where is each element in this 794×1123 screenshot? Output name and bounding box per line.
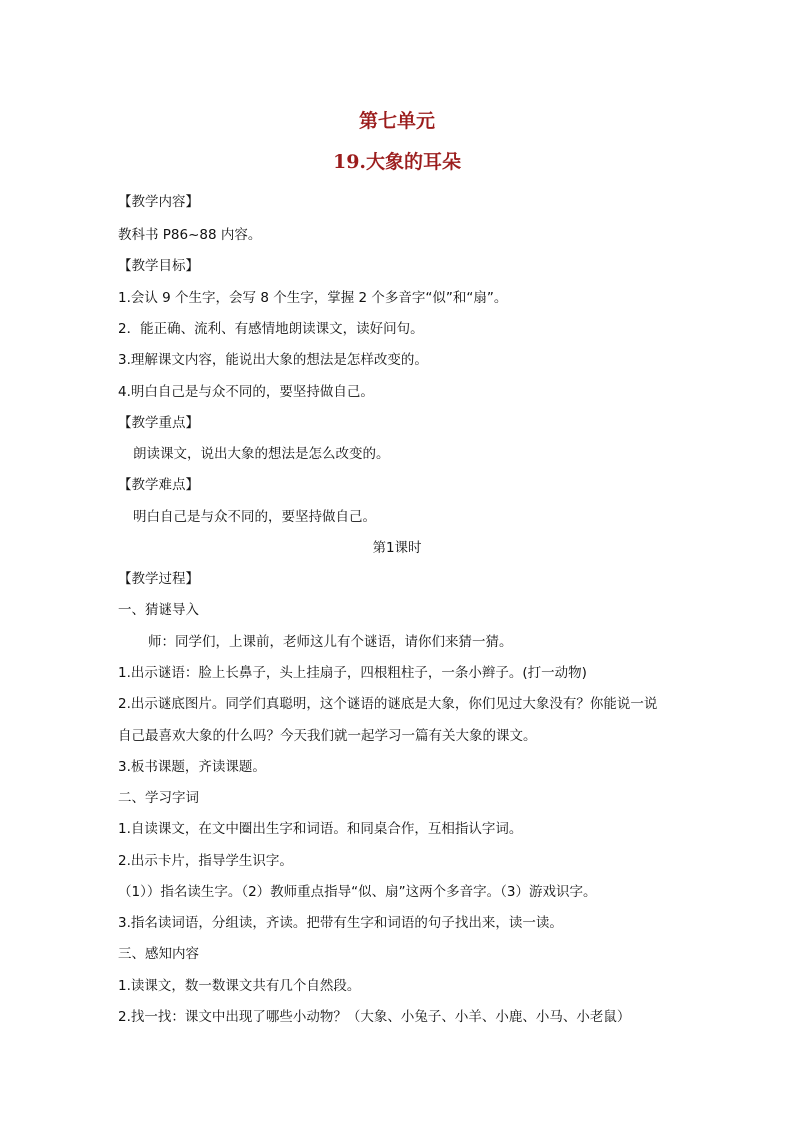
process-line: 2.找一找：课文中出现了哪些小动物？（大象、小兔子、小羊、小鹿、小马、小老鼠）: [118, 1009, 631, 1025]
unit-title: 第七单元: [358, 110, 435, 132]
process-line: 1.自读课文，在文中圈出生字和词语。和同桌合作，互相指认字词。: [118, 821, 523, 837]
goal-item: 4.明白自己是与众不同的，要坚持做自己。: [118, 384, 374, 400]
section-heading-goals: 【教学目标】: [118, 258, 199, 274]
process-line: （1））指名读生字。（2）教师重点指导“似、扇”这两个多音字。（3）游戏识字。: [118, 884, 597, 900]
process-line: 自己最喜欢大象的什么吗？今天我们就一起学习一篇有关大象的课文。: [118, 728, 537, 744]
process-line: 师：同学们，上课前，老师这儿有个谜语，请你们来猜一猜。: [148, 634, 513, 650]
section-heading-key: 【教学重点】: [118, 415, 199, 431]
part-heading: 二、学习字词: [118, 790, 199, 806]
key-text: 朗读课文，说出大象的想法是怎么改变的。: [133, 446, 390, 462]
process-line: 2.出示卡片，指导学生识字。: [118, 853, 293, 869]
period-label: 第1课时: [372, 540, 422, 556]
content-text: 教科书 P86~88 内容。: [118, 227, 262, 243]
goal-item: 1.会认 9 个生字，会写 8 个生字，掌握 2 个多音字“似”和“扇”。: [118, 290, 508, 306]
part-heading: 一、猜谜导入: [118, 602, 199, 618]
goal-item: 2．能正确、流利、有感情地朗读课文，读好问句。: [118, 321, 424, 337]
section-heading-difficulty: 【教学难点】: [118, 477, 199, 493]
section-heading-process: 【教学过程】: [118, 571, 199, 587]
process-line: 3.指名读词语，分组读，齐读。把带有生字和词语的句子找出来，读一读。: [118, 915, 563, 931]
difficulty-text: 明白自己是与众不同的，要坚持做自己。: [133, 509, 376, 525]
process-line: 1.读课文，数一数课文共有几个自然段。: [118, 978, 361, 994]
process-line: 1.出示谜语：脸上长鼻子，头上挂扇子，四根粗柱子，一条小辫子。(打一动物): [118, 665, 587, 681]
process-line: 2.出示谜底图片。同学们真聪明，这个谜语的谜底是大象，你们见过大象没有？你能说一说: [118, 696, 658, 712]
process-line: 3.板书课题，齐读课题。: [118, 759, 266, 775]
lesson-title: 19.大象的耳朵: [332, 151, 462, 173]
section-heading-content: 【教学内容】: [118, 194, 199, 210]
part-heading: 三、感知内容: [118, 946, 199, 962]
goal-item: 3.理解课文内容，能说出大象的想法是怎样改变的。: [118, 352, 428, 368]
